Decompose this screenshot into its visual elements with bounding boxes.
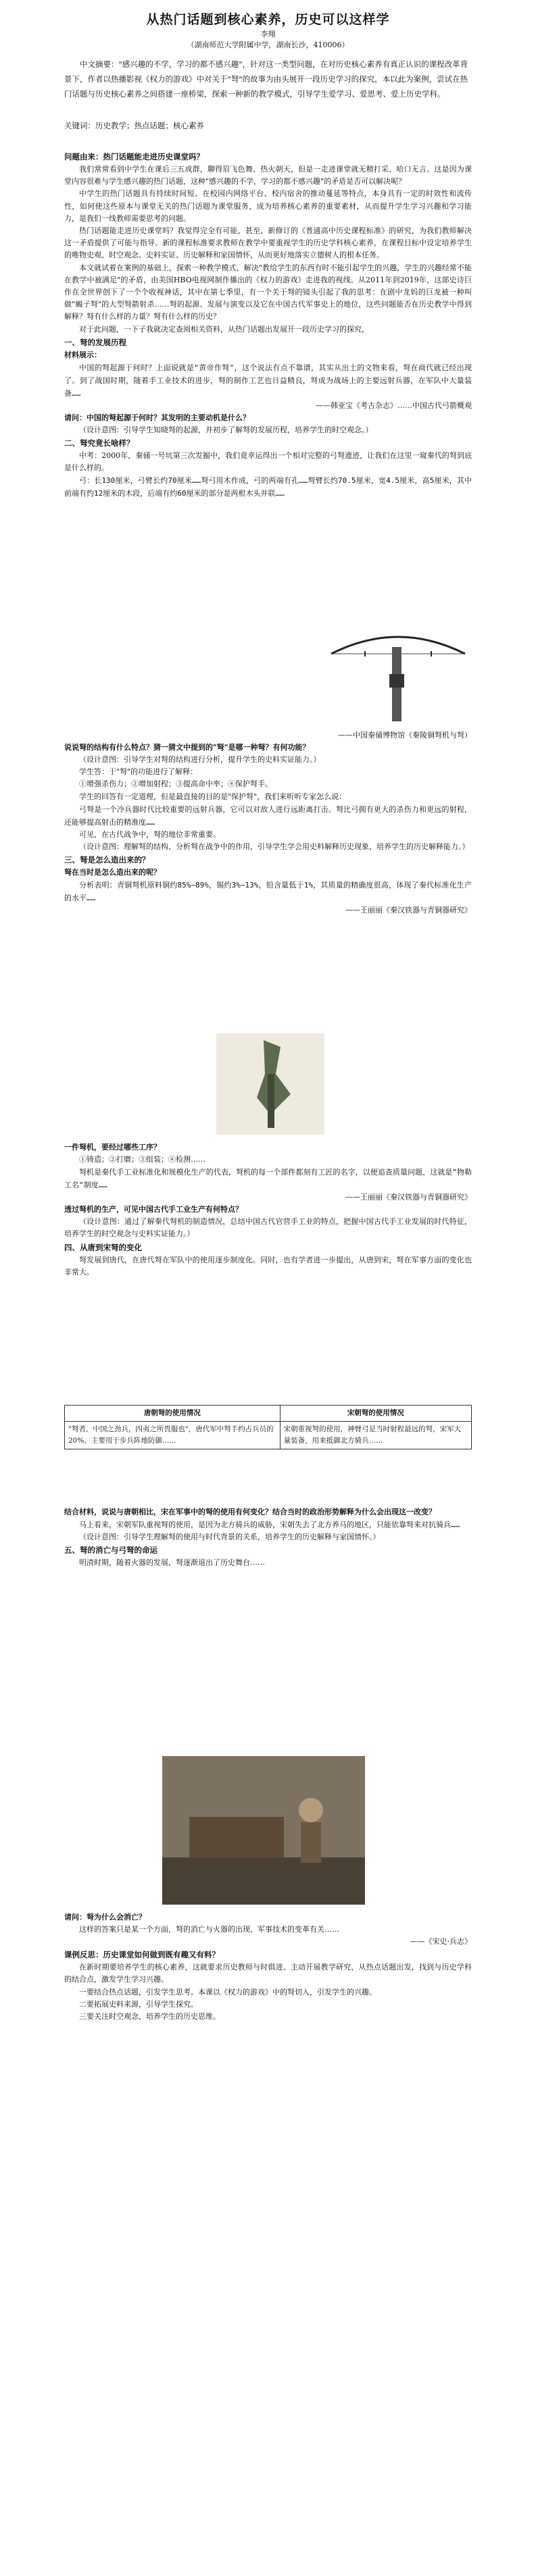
crossbow-section <box>64 729 472 917</box>
table-header: 唐朝弩的使用情况 <box>65 1406 281 1422</box>
section-heading-4: 四、从唐到宋弩的变化 <box>64 1242 142 1252</box>
trigger-mechanism-icon <box>216 1033 324 1135</box>
paragraph: 这样的答案只是某一个方面，弩的消亡与火器的出现、军事技术的变革有关…… <box>79 1925 339 1934</box>
table-row <box>65 1422 472 1449</box>
question: 请问：弩为什么会消亡？ <box>64 1913 146 1922</box>
question: 结合材料，说说与唐朝相比，宋在军事中的弩的使用有何变化？结合当时的政治形势解释为什么会出现这一改变？ <box>64 1508 436 1516</box>
design-note: （设计意图：引导学生理解弩的使用与时代背景的关系，培养学生的历史解释与家国情怀。） <box>79 1532 381 1541</box>
material-source: ——王丽丽《秦汉铁器与青铜器研究》 <box>345 1193 472 1202</box>
intro-paragraph: 本文就试着在案例的基础上，探索一种教学模式，解决"教给学生的东西有时不能引起学生的兴趣，学生的兴趣经常不能在教学中被满足"的矛盾，由美国HBO电视网制作播出的《权力的游戏》走进我的视线。从2011年到2019年，这部史诗巨作在全世界创下了一个个收视神话，其中在第七季里，有一个关于弩的镜头引起了我的思考：在剧中龙妈的巨龙被一种叫做"蝎子弩"的大型弩箭射杀……弩的起源、发展与演变以及它在中国古代军事史上的地位，这些问题能否在历史教学中得到解释？弩有什么样的力量？弩有什么样的历史？ <box>64 263 472 321</box>
material-source: ——韩亚宝《考古杂志》……中国古代弓箭概观 <box>316 401 472 410</box>
intro-section <box>64 150 472 500</box>
intro-paragraph: 对于此问题，一下子我就决定查阅相关资料，从热门话题出发展开一段历史学习的探究， <box>79 324 369 334</box>
battle-scene-photo <box>162 1756 365 1905</box>
soldiers-image-icon <box>162 1756 365 1905</box>
material-text: 弩机是秦代手工业标准化和规模化生产的代表，弩机的每一个部件都刻有工匠的名字，以便追查质量问题，这就是"物勒工名"制度…… <box>64 1168 472 1190</box>
crossbow-illustration <box>324 627 472 728</box>
paragraph: 明清时期，随着火器的发展，弩逐渐退出了历史舞台…… <box>79 1558 265 1568</box>
table-cell: 宋朝重视弩的使用，神臂弓是当时射程最远的弩，宋军大量装备，用来抵御北方骑兵…… <box>280 1422 471 1449</box>
paragraph: 学生的回答有一定道理，但是最直接的目的是"保护弩"，我们来听听专家怎么说： <box>79 792 347 801</box>
material-text: 分析表明：青铜弩机原料铜约85%~89%，锡约3%~13%，铅含量低于1%，其质量的精确度很高，体现了秦代标准化生产的水平…… <box>64 881 472 903</box>
paragraph: 弩发展到唐代，在唐代弩在军队中的使用逐步制度化。同时，也有学者进一步提出，从唐到宋，弩在军事方面的变化也非常大。 <box>64 1255 472 1277</box>
section-heading-1: 一、弩的发展历程 <box>64 337 126 347</box>
section-heading-6: 课例反思：历史课堂如何做到既有趣又有料？ <box>64 1950 220 1960</box>
author-name: 李翔 <box>260 30 276 38</box>
question: 弩在当时是怎么造出来的呢？ <box>64 868 161 877</box>
manufacture-section <box>64 1141 472 1279</box>
design-note: （设计意图：理解弩的结构、分析弩在战争中的作用，引导学生学会用史料解释历史现象，培养学生的历史解释能力。） <box>79 842 470 852</box>
table-cell: "弩者，中国之劲兵，四夷之所畏服也"，唐代军中弩手约占兵员的20%，主要用于步兵阵地防御…… <box>65 1422 281 1449</box>
material-label: 材料展示： <box>64 350 101 359</box>
crossbow-icon <box>324 627 472 728</box>
question: 请问：中国的弩起源于何时？其发明的主要动机是什么？ <box>64 413 250 422</box>
intro-paragraph: 热门话题能走进历史课堂吗？我觉得完全有可能，甚至，新修订的《普通高中历史课程标准》的研究，为我们教师解决这一矛盾提供了可能与指导。新的课程标准要求教师在教学中要重视学生的历史学科核心素养，在课程目标中设定培养学生的唯物史观、时空观念、史料实证、历史解释和家国情怀，从而更好地落实立德树人的根本任务。 <box>64 226 472 260</box>
bronze-trigger-photo <box>216 1033 324 1135</box>
design-note: （设计意图：引导学生对弩的结构进行分析，提升学生的史料实证能力。） <box>79 755 321 764</box>
comparison-table <box>64 1405 472 1449</box>
section-heading-3: 三、弩是怎么造出来的？ <box>64 855 150 865</box>
material-text: 马上看来，宋朝军队重视弩的使用，是因为北方骑兵的威胁，宋朝失去了北方养马的地区，只能依靠弩来对抗骑兵…… <box>79 1520 460 1529</box>
intro-heading: 问题由来：热门话题能走进历史课堂吗？ <box>64 152 204 161</box>
design-note: （设计意图：通过了解秦代弩机的制造情况，总结中国古代官营手工业的特点，把握中国古代手工业发展的时代特征，培养学生的时空观念与史料实证能力。） <box>64 1217 472 1239</box>
material-text: 弓：长130厘米，弓臂长约70厘米……弩弓用木作成，弓的两端有孔……弩臂长约70.5厘米，宽4.5厘米，高5厘米，其中前端有约12厘米的木段，后端有约60厘米的部分是两根木头并联…… <box>64 476 472 498</box>
paragraph: 在新时期要培养学生的核心素养，这就要求历史教师与时俱进、主动开展教学研究，从热点话题出发，找到与历史学科的结合点，激发学生学习兴趣。 <box>64 1963 472 1984</box>
song-section <box>64 1506 472 1569</box>
material-text: 弓弩是一个冷兵器时代比较重要的远射兵器，它可以对敌人进行远距离打击。弩比弓拥有更大的杀伤力和更远的射程，还能够提高射击的精准度…… <box>64 804 472 827</box>
section-heading-5: 五、弩的消亡与弓弩的命运 <box>64 1545 157 1555</box>
paragraph: ①增强杀伤力；②增加射程；③提高命中率；④保护弩手。 <box>79 779 272 789</box>
table-header: 宋朝弩的使用情况 <box>280 1406 471 1422</box>
paragraph: 可见，在古代战争中，弩的地位非常重要。 <box>79 829 220 839</box>
question: 透过弩机的生产，可见中国古代手工业生产有何特点？ <box>64 1205 243 1214</box>
question: 一件弩机，要经过哪些工序？ <box>64 1143 161 1152</box>
paragraph: 一要结合热点话题，引发学生思考。本课以《权力的游戏》中的弩切入，引发学生的兴趣。 <box>79 1987 376 1997</box>
material-text: 中国的弩起源于何时？上面说就是"黄帝作弩"，这个说法有点不靠谱，其实从出土的文物来看，弩在商代就已经出现了。到了战国时期，随着手工业技术的进步，弩的制作工艺也日益精良，弩成为战场上的主要远射兵器，在军队中大量装备…… <box>64 363 472 398</box>
material-source: ——《宋史·兵志》 <box>410 1937 472 1947</box>
design-note: （设计意图：引导学生知晓弩的起源，并初步了解弩的发展历程，培养学生的时空观念。） <box>79 425 373 434</box>
material-source: ——王丽丽《秦汉铁器与青铜器研究》 <box>345 906 472 915</box>
paragraph: 二要拓展史料来源，引导学生探究。 <box>79 1999 198 2009</box>
decline-section <box>64 1911 472 2023</box>
paragraph: 学生答：于"弩"的功能进行了解释： <box>79 767 198 777</box>
intro-paragraph: 我们常常看到中学生在课后三五成群，聊得眉飞色舞、热火朝天，但是一走进课堂就无精打采、哈口无言。这是因为课堂内容很难与学生感兴趣的热门话题，这种"感兴趣的不学，学习的都不感兴趣"的矛盾是否可以解决呢？ <box>64 165 472 186</box>
intro-paragraph: 中学生的热门话题具有持续时间短、在校园内网络平台、校内宿舍的推动蔓延等特点，本身具有一定的时效性和流传性，如何使这些原本与课堂无关的热门话题为课堂服务，成为培养核心素养的重要素材，从而提升学生学习兴趣和学习能力，是我们一线教师需要思考的问题。 <box>64 189 472 223</box>
author-affiliation: （湖南师范大学附属中学，湖南长沙，410006） <box>187 41 349 49</box>
paragraph: ①铸造；②打磨；③组装；④检测…… <box>79 1155 205 1164</box>
abstract: 中文摘要："感兴趣的不学，学习的都不感兴趣"，针对这一类型问题，在对历史核心素养有真正认识的课程改革背景下，作者以热播影视《权力的游戏》中对关于"弩"的故事为由头展开一段历史学习的探究，本以此为案例，尝试在热门话题与历史核心素养之间搭建一座桥梁，探索一种新的教学模式，引导学生爱学习、爱思考、爱上历史学科。 <box>64 59 468 99</box>
paragraph: 三要关注时空观念，培养学生的历史思维。 <box>79 2012 220 2021</box>
question: 说说弩的结构有什么特点？猜一猜文中提到的"弩"是哪一种弩？有何功能？ <box>64 743 310 752</box>
article-title: 从热门话题到核心素养，历史可以这样学 <box>146 12 390 27</box>
section-heading-2: 二、弩究竟长啥样？ <box>64 438 135 448</box>
image-caption: ——中国秦俑博物馆（秦陵铜弩机与弩） <box>338 731 472 740</box>
keywords: 关键词：历史教学；热点话题；核心素养 <box>64 121 204 130</box>
paragraph: 中考：2000年，秦俑一号坑第三次发掘中，我们竟幸运得出一个相对完整的弓弩遗迹，让我们在这里一窥秦代的弩到底是什么样的。 <box>64 451 472 473</box>
